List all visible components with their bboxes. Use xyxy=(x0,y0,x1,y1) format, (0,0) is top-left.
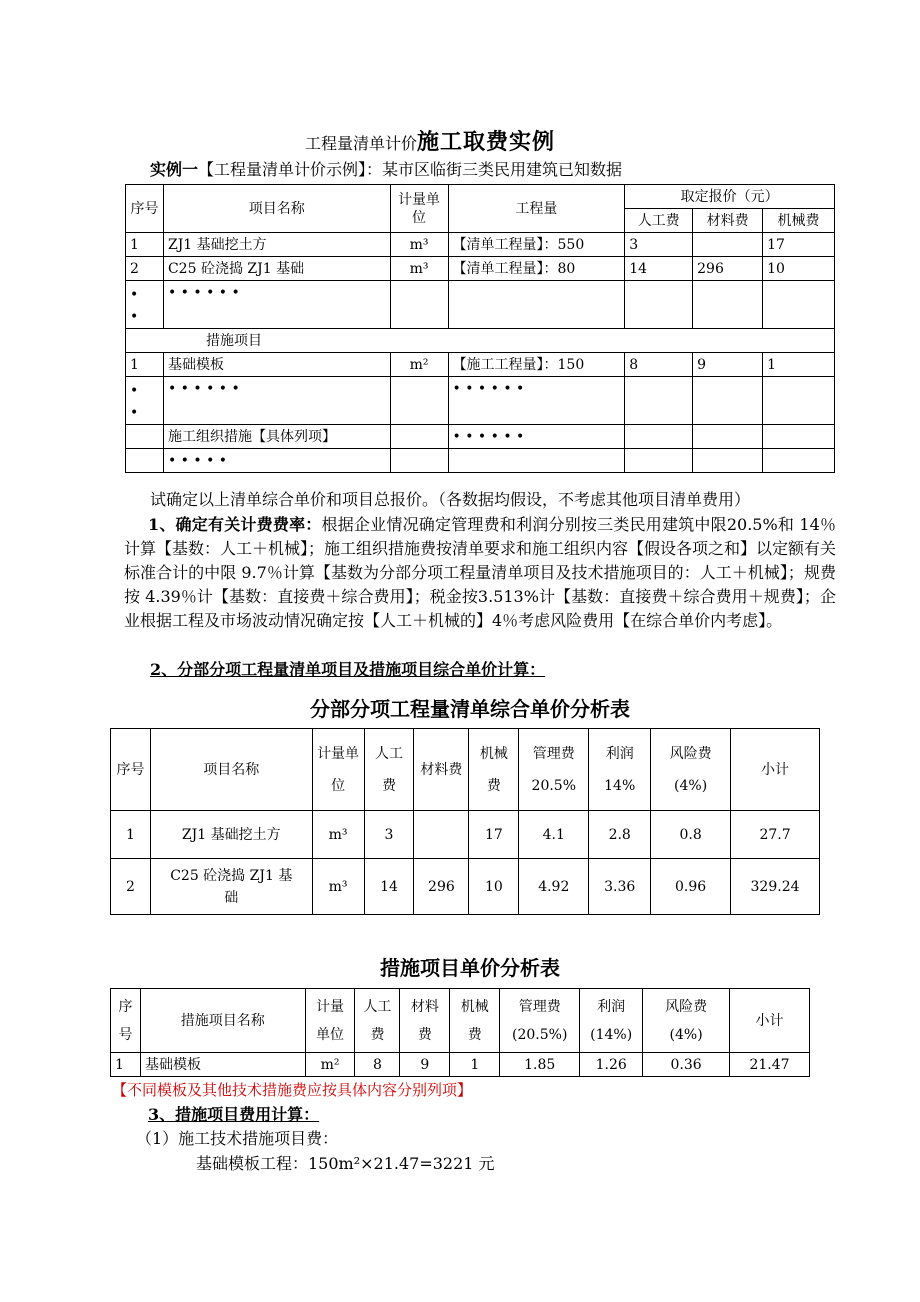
step1-paragraph: 1、确定有关计费费率：根据企业情况确定管理费和利润分别按三类民用建筑中限20.5%和 14％计算【基数：人工＋机械】；施工组织措施费按清单要求和施工组织内容【假设各项之和】以定额有关标准合计的中限 9.7％计算【基数为分部分项工程量清单项目及技术措施项目的：人工＋机械】；规费按 4.39％计【基数：直接费＋综合费用】；税金按3.513%计【基数：直接费＋综合费用＋规费】；企业根据工程及市场波动情况确定按【人工＋机械的】4％考虑风险费用【在综合单价内考虑】。 xyxy=(124,515,837,630)
th-labor: 人工费 xyxy=(625,209,693,233)
table-header-row: 序号 项目名称 计量单位 人工费 材料费 机械费 管理费 20.5% 利润 14% 风险费 (4%) 小计 xyxy=(111,729,820,811)
table-row: • • • • • • • • • • • • • • xyxy=(126,377,835,425)
sub1-heading: （1）施工技术措施项目费： xyxy=(136,1129,339,1148)
section-row: 措施项目 xyxy=(126,329,835,353)
data-table xyxy=(125,184,835,473)
table2-title: 分部分项工程量清单综合单价分析表 xyxy=(310,697,630,721)
th-unit: 计量单位 xyxy=(390,185,448,233)
th-machine: 机械费 xyxy=(763,209,835,233)
table-row: 1 基础模板 m² 【施工工程量】：150 8 9 1 xyxy=(126,353,835,377)
document-title xyxy=(305,125,555,156)
table-header-row: 序号 措施项目名称 计量单位 人工费 材料费 机械费 管理费 (20.5%) 利润 (14%) 风险费 (4%) 小计 xyxy=(111,989,810,1053)
table-row: 2 C25 砼浇捣 ZJ1 基础 m³ 14 296 10 4.92 3.36 0.96 329.24 xyxy=(111,859,820,915)
step2-heading: 2、分部分项工程量清单项目及措施项目综合单价计算： xyxy=(150,660,546,679)
table-row: • • • • • • • • xyxy=(126,281,835,329)
table-row: 1 ZJ1 基础挖土方 m³ 【清单工程量】：550 3 17 xyxy=(126,233,835,257)
table-row: • • • • • xyxy=(126,449,835,473)
table-row: 1 基础模板 m² 8 9 1 1.85 1.26 0.36 21.47 xyxy=(111,1053,810,1077)
calc-line: 基础模板工程：150m²×21.47=3221 元 xyxy=(196,1154,495,1173)
th-price: 取定报价（元） xyxy=(625,185,835,209)
intro-text: 试确定以上清单综合单价和项目总报价。（各数据均假设，不考虑其他项目清单费用） xyxy=(150,490,751,509)
red-note: 【不同模板及其他技术措施费应按具体内容分别列项】 xyxy=(112,1081,473,1099)
title-small: 工程量清单计价 xyxy=(305,134,418,153)
th-no: 序号 xyxy=(126,185,164,233)
table-row: 施工组织措施【具体列项】 • • • • • • xyxy=(126,425,835,449)
step3-heading: 3、措施项目费用计算： xyxy=(148,1105,320,1124)
title-big: 施工取费实例 xyxy=(417,130,556,155)
table-row: 1 ZJ1 基础挖土方 m³ 3 17 4.1 2.8 0.8 27.7 xyxy=(111,811,820,859)
th-material: 材料费 xyxy=(693,209,763,233)
th-name: 项目名称 xyxy=(163,185,390,233)
unit-price-table xyxy=(110,728,820,915)
table-row: 2 C25 砼浇捣 ZJ1 基础 m³ 【清单工程量】：80 14 296 10 xyxy=(126,257,835,281)
example-heading: 实例一【工程量清单计价示例】：某市区临街三类民用建筑已知数据 xyxy=(150,160,623,179)
th-qty: 工程量 xyxy=(448,185,625,233)
table3-title: 措施项目单价分析表 xyxy=(380,956,560,980)
measure-price-table xyxy=(110,988,810,1077)
